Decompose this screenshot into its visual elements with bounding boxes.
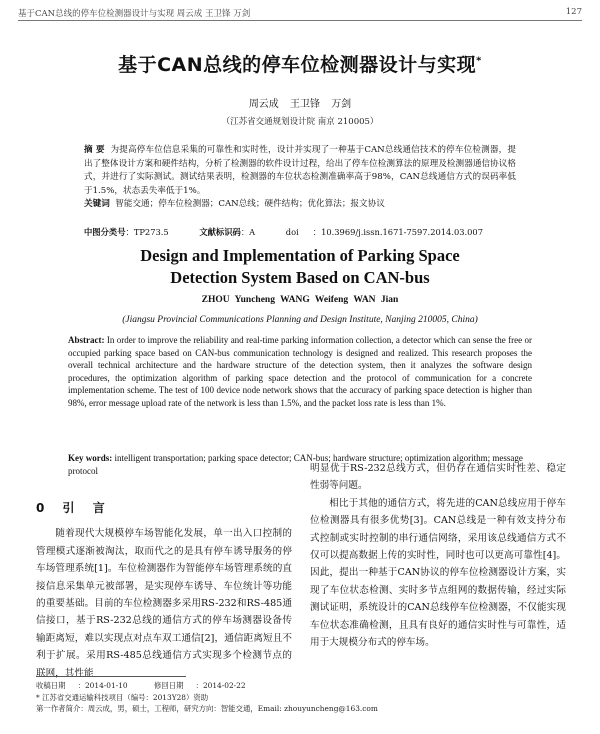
- running-header: [18, 6, 582, 21]
- doc-value: A: [249, 227, 256, 237]
- title-footnote-mark: *: [476, 55, 482, 67]
- clc-label: 中图分类号: [84, 227, 126, 237]
- keywords-cn-label: 关键词: [84, 199, 110, 210]
- footnote-rule: [36, 676, 186, 677]
- keywords-en-text: intelligent transportation; parking space detector; CAN-bus; hardware structure; optimization algorithm; message protocol: [68, 453, 523, 476]
- doi-value: 10.3969/j.issn.1671-7597.2014.03.007: [321, 227, 483, 237]
- english-title: [0, 245, 600, 289]
- footnotes: 收稿日期 ：2014-01-10 修回日期 ：2014-02-22 * 江苏省交通运输科技项目（编号：2013Y28）资助 第一作者简介：周云成，男，硕士，工程师，研究方向：智能交通，Email: zhouyuncheng@163.com: [36, 680, 436, 715]
- revised-label: 修回日期: [153, 681, 184, 690]
- keywords-en-label: Key words:: [68, 453, 113, 463]
- doc-label: 文献标识码: [199, 227, 241, 237]
- english-authors: ZHOU Yuncheng WANG Weifeng WAN Jian: [201, 295, 399, 305]
- english-title-line-2: Detection System Based on CAN-bus: [170, 268, 430, 287]
- revised-date: 2014-02-22: [202, 681, 246, 690]
- body-left-paragraph: 随着现代大规模停车场智能化发展，单一出入口控制的管理模式逐渐被淘汰，取而代之的是具有停车诱导服务的停车场管理系统[1]。车位检测器作为智能停车场管理系统的直接信息采集单元被部署，是实现停车诱导、车位统计等功能的重要基础。目前的车位检测器多采用RS-232和RS-485通信接口，基于RS-232总线的通信方式的停车场测器设备传输距离短，难以实现点对点车双工通信[2]，通信距离短且不利于扩展。采用RS-485总线通信方式实现多个检测节点的联网，其性能: [36, 528, 292, 679]
- english-abstract: [68, 334, 532, 410]
- classification-line: 中图分类号：TP273.5 文献标识码：A doi ：10.3969/j.issn.1671-7597.2014.03.007: [84, 227, 483, 237]
- body-right-column: [310, 460, 566, 651]
- english-affiliation: (Jiangsu Provincial Communications Planning and Design Institute, Nanjing 210005, China): [122, 315, 478, 325]
- section-title: 引 言: [62, 501, 105, 515]
- body-left-column: [36, 500, 292, 682]
- keywords-cn-text: 智能交通；停车位检测器；CAN总线；硬件结构；优化算法；报文协议: [115, 199, 385, 210]
- abstract-cn-label: 摘 要: [84, 145, 105, 155]
- doi-label: doi: [285, 227, 299, 237]
- running-header-left: 基于CAN总线的停车位检测器设计与实现 周云成 王卫锋 万剑: [18, 9, 251, 19]
- chinese-title-text: 基于CAN总线的停车位检测器设计与实现: [118, 54, 477, 76]
- chinese-affiliation: （江苏省交通规划设计院 南京 210005）: [221, 117, 379, 127]
- body-right-continuation: 明显优于RS-232总线方式，但仍存在通信实时性差、稳定性弱等问题。: [310, 463, 566, 492]
- author-cn-3: 万剑: [331, 99, 352, 110]
- author-cn-1: 周云成: [248, 99, 279, 110]
- section-heading: [36, 500, 292, 517]
- page-number: 127: [565, 7, 582, 17]
- abstract-cn-text: 为提高停车位信息采集的可靠性和实时性，设计并实现了一种基于CAN总线通信技术的停车位检测器，提出了整体设计方案和硬件结构，分析了检测器的软件设计过程，给出了停车位检测算法的原理及检测器通信协议格式，并进行了实际测试。测试结果表明，检测器的车位状态检测准确率高于98%，CAN总线通信方式的误码率低于1.5%，状态丢失率低于1%。: [84, 145, 516, 196]
- author-note: 第一作者简介：周云成，男，硕士，工程师，研究方向：智能交通，Email: zhouyuncheng@163.com: [36, 704, 378, 713]
- clc-value: TP273.5: [133, 227, 169, 237]
- abstract-en-label: Abstract:: [68, 335, 105, 345]
- chinese-abstract: [84, 144, 516, 212]
- abstract-en-text: In order to improve the reliability and real-time parking information collection, a detector which can sense the free or occupied parking space based on CAN-bus communication technology is designed and realized. This research proposes the overall technical architecture and the hardware structure of the detection system, then it analyzes the software design procedures, the optimization algorithm of parking space detection and the protocol of communication for a concrete implementation scheme. The test of 100 device node network shows that the accuracy of parking space detection is higher than 98%, error message upload rate of the network is less than 1.5%, and the packet loss rate is less than 1%.: [68, 335, 532, 408]
- author-cn-2: 王卫锋: [290, 99, 320, 110]
- received-date: 2014-01-10: [84, 681, 128, 690]
- received-label: 收稿日期: [36, 681, 66, 690]
- chinese-authors: [0, 95, 600, 110]
- fund-note: * 江苏省交通运输科技项目（编号：2013Y28）资助: [36, 692, 209, 702]
- section-number: 0: [36, 501, 45, 515]
- chinese-title: [0, 50, 600, 77]
- english-title-line-1: Design and Implementation of Parking Space: [140, 246, 460, 265]
- body-right-paragraph: 相比于其他的通信方式，将先进的CAN总线应用于停车位检测器具有很多优势[3]。CAN总线是一种有效支持分布式控制或实时控制的串行通信网络，采用该总线通信方式不仅可以提高数据上传的实时性，同时也可以更高可靠性[4]。因此，提出一种基于CAN协议的停车位检测器设计方案，实现了车位状态检测、实时多节点组网的数据传输，经过实际测试证明，系统设计的CAN总线停车位检测器，不仅能实现车位状态准确检测，且具有良好的通信实时性与可靠性，适用于大规模分布式的停车场。: [310, 497, 566, 649]
